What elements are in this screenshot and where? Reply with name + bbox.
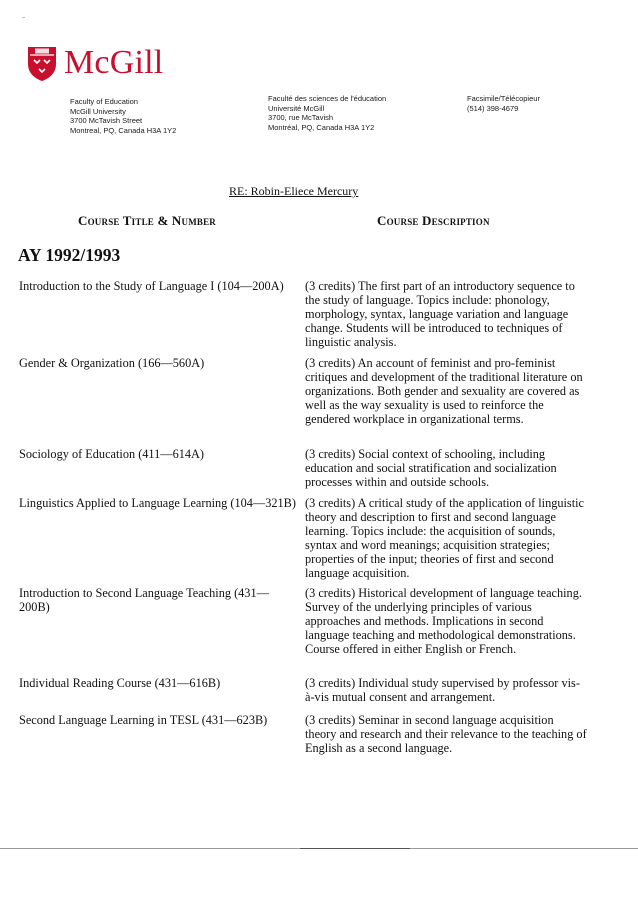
course-description: (3 credits) Social context of schooling, including education and social stratification and socialization processes within and outside schools. <box>305 447 557 489</box>
fax-label: Facsimile/Télécopieur <box>467 94 540 103</box>
fax-block <box>467 94 540 113</box>
french-address <box>268 94 386 132</box>
re-line: RE: Robin-Eliece Mercury <box>229 184 359 198</box>
course-description: (3 credits) An account of feminist and pro-feminist critiques and development of the traditional literature on organizations. Both gender and sexuality are covered as well as the way sexuality is used to reinforce the gendered workplace in organizational terms. <box>305 356 583 426</box>
address-line: Montréal, PQ, Canada H3A 1Y2 <box>268 122 375 132</box>
course-title: Second Language Learning in TESL (431—623B) <box>19 713 268 727</box>
address-line: 3700, rue McTavish <box>268 113 334 123</box>
course-title: Gender & Organization (166—560A) <box>19 356 205 370</box>
address-line: Université McGill <box>268 103 325 113</box>
course-description: (3 credits) Individual study supervised by professor vis-à-vis mutual consent and arrangement. <box>305 676 580 704</box>
address-line: Montreal, PQ, Canada H3A 1Y2 <box>70 125 177 135</box>
course-description: (3 credits) A critical study of the application of linguistic theory and description to first and second language learning. Topics include: the acquisition of sounds, syntax and word meanings; acquisition strategies; properties of the input; theories of first and second language acquisition. <box>305 496 585 580</box>
course-title: Individual Reading Course (431—616B) <box>19 676 221 690</box>
address-line: Faculté des sciences de l'éducation <box>268 94 387 103</box>
course-description: (3 credits) Historical development of language teaching. Survey of the underlying principles of various approaches and methods. Implications in second language teaching and methodological demonstrations. Course offered in either English or French. <box>305 586 582 656</box>
mcgill-logo <box>26 44 163 82</box>
course-title: Sociology of Education (411—614A) <box>19 447 204 461</box>
course-title: Linguistics Applied to Language Learning (104—321B) <box>19 496 296 510</box>
course-title: Introduction to the Study of Language I (104—200A) <box>19 279 284 293</box>
mcgill-crest-icon <box>26 44 58 82</box>
address-line: 3700 McTavish Street <box>70 116 143 126</box>
footer-rule-dark <box>300 848 410 849</box>
scan-mark <box>22 17 25 18</box>
address-line: Faculty of Education <box>70 97 138 106</box>
column-header-title: Course Title & Number <box>78 213 217 228</box>
fax-number: (514) 398-4679 <box>467 103 519 113</box>
academic-year-heading: AY 1992/1993 <box>18 245 121 265</box>
column-header-description: Course Description <box>377 213 490 228</box>
logo-wordmark: McGill <box>64 44 164 81</box>
english-address <box>70 97 176 135</box>
course-title: Introduction to Second Language Teaching (431—200B) <box>19 586 269 614</box>
course-description: (3 credits) The first part of an introductory sequence to the study of language. Topics include: phonology, morphology, syntax, language variation and language change. Students will be introduced to techniques of linguistic analysis. <box>305 279 575 349</box>
course-description: (3 credits) Seminar in second language acquisition theory and research and their relevance to the teaching of English as a second language. <box>305 713 587 755</box>
address-line: McGill University <box>70 106 126 116</box>
